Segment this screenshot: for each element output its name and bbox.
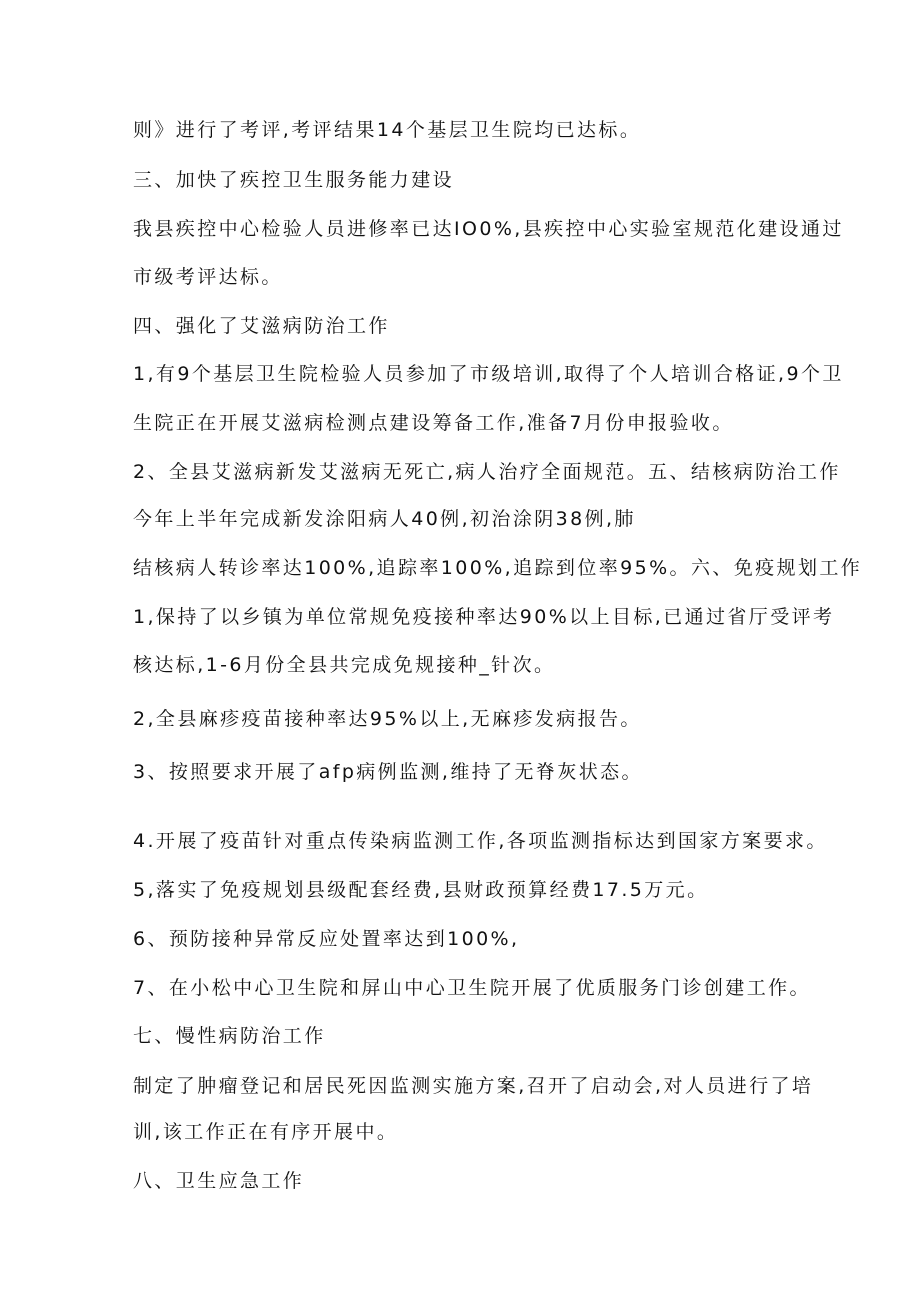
paragraph-line: 2,全县麻疹疫苗接种率达95%以上,无麻疹发病报告。 [133,708,642,730]
paragraph-line: 6、预防接种异常反应处置率达到100%, [133,928,520,950]
paragraph-line: 5,落实了免疫规划县级配套经费,县财政预算经费17.5万元。 [133,879,709,901]
section-heading: 三、加快了疾控卫生服务能力建设 [133,169,455,191]
paragraph-line: 今年上半年完成新发涂阳病人40例,初治涂阴38例,肺 [133,508,636,530]
paragraph-line: 2、全县艾滋病新发艾滋病无死亡,病人治疗全面规范。五、结核病防治工作 [133,461,841,483]
paragraph-line: 3、按照要求开展了afp病例监测,维持了无脊灰状态。 [133,761,643,783]
paragraph-line: 1,有9个基层卫生院检验人员参加了市级培训,取得了个人培训合格证,9个卫 [133,363,844,385]
paragraph-line: 训,该工作正在有序开展中。 [133,1121,399,1143]
paragraph-line: 1,保持了以乡镇为单位常规免疫接种率达90%以上目标,已通过省厅受评考 [133,606,835,628]
paragraph-line: 结核病人转诊率达100%,追踪率100%,追踪到位率95%。六、免疫规划工作 [133,557,863,579]
paragraph-line: 制定了肿瘤登记和居民死因监测实施方案,召开了启动会,对人员进行了培 [133,1075,814,1097]
paragraph-line: 7、在小松中心卫生院和屏山中心卫生院开展了优质服务门诊创建工作。 [133,977,811,999]
paragraph-line: 4.开展了疫苗针对重点传染病监测工作,各项监测指标达到国家方案要求。 [133,830,828,852]
paragraph-line: 则》进行了考评,考评结果14个基层卫生院均已达标。 [133,119,642,141]
paragraph-line: 生院正在开展艾滋病检测点建设筹备工作,准备7月份申报验收。 [133,412,734,434]
section-heading: 七、慢性病防治工作 [133,1025,326,1047]
section-heading: 八、卫生应急工作 [133,1170,305,1192]
paragraph-line: 我县疾控中心检验人员进修率已达IO0%,县疾控中心实验室规范化建设通过 [133,218,844,240]
paragraph-line: 核达标,1-6月份全县共完成免规接种_针次。 [133,654,556,676]
paragraph-line: 市级考评达标。 [133,266,283,288]
section-heading: 四、强化了艾滋病防治工作 [133,315,390,337]
